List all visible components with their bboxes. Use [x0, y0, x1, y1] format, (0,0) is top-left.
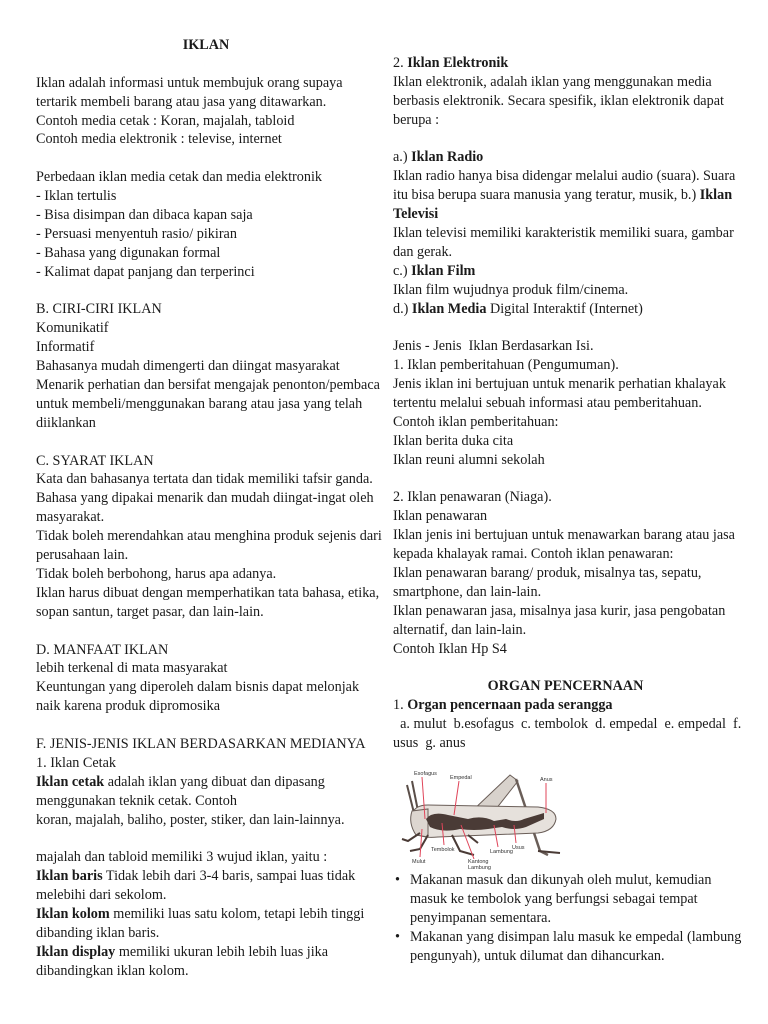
radio-line: Iklan radio hanya bisa didengar melalui audio (suara). Suara — [393, 168, 736, 185]
section-number: 1. — [393, 697, 408, 714]
list-marker: d.) — [393, 300, 412, 317]
term-iklan-display: Iklan display — [36, 943, 116, 960]
label-lambung: Lambung — [490, 848, 513, 855]
perbedaan-item: - Iklan tertulis — [36, 188, 117, 205]
grasshopper-illustration — [398, 763, 563, 871]
syarat-line: Iklan harus dibuat dengan memperhatikan tata bahasa, etika, — [36, 584, 380, 601]
bullet-icon: • — [395, 928, 400, 945]
perbedaan-item: - Bisa disimpan dan dibaca kapan saja — [36, 207, 253, 224]
display-definition-text: memiliki ukuran lebih lebih luas jika — [115, 943, 329, 960]
bullet-line: Makanan yang disimpan lalu masuk ke empedal (lambung — [410, 928, 742, 945]
syarat-line: Tidak boleh berbohong, harus apa adanya. — [36, 565, 277, 582]
elektronik-line: berbasis elektronik. Secara spesifik, iklan elektronik dapat — [393, 92, 724, 109]
label-tembolok: Tembolok — [431, 846, 455, 853]
term-televisi: Televisi — [393, 206, 439, 223]
section-heading-manfaat: D. MANFAAT IKLAN — [36, 641, 169, 658]
jenis-media-section — [36, 735, 376, 981]
jenis-isi-section — [393, 337, 738, 658]
cetak-definition — [36, 773, 376, 792]
organ-parts-line: a. mulut b.esofagus c. tembolok d. empedal e. empedal f. — [393, 716, 742, 733]
pemberitahuan-line: Iklan berita duka cita — [393, 432, 514, 449]
baris-definition-text: Tidak lebih dari 3-4 baris, sampai luas tidak — [102, 868, 356, 885]
syarat-line: perusahaan lain. — [36, 547, 129, 564]
left-column — [36, 0, 382, 981]
term-iklan-radio: Iklan Radio — [411, 149, 484, 166]
organ-title: ORGAN PENCERNAAN — [487, 678, 644, 695]
syarat-line: masyarakat. — [36, 509, 105, 526]
perbedaan-item: - Kalimat dapat panjang dan terperinci — [36, 263, 255, 280]
bullet-line: penyimpanan sementara. — [410, 909, 552, 926]
term-iklan-media: Iklan Media — [411, 300, 487, 317]
manfaat-section — [36, 641, 376, 717]
perbedaan-item: - Bahasa yang digunakan formal — [36, 244, 221, 261]
cetak-line: koran, majalah, baliho, poster, stiker, dan lain-lainnya. — [36, 811, 345, 828]
manfaat-line: lebih terkenal di mata masyarakat — [36, 660, 228, 677]
syarat-line: Tidak boleh merendahkan atau menghina produk sejenis dari — [36, 528, 382, 545]
grasshopper-digestive-diagram — [398, 763, 563, 871]
list-marker: a.) — [393, 149, 412, 166]
right-column — [393, 0, 742, 965]
radio-line-text: itu bisa berupa suara manusia yang teratur, musik, b.) — [393, 187, 700, 204]
film-heading — [393, 262, 738, 281]
ciri-line: Bahasanya mudah dimengerti dan diingat masyarakat — [36, 358, 340, 375]
section-heading-ciri: B. CIRI-CIRI IKLAN — [36, 301, 162, 318]
display-line: dibandingkan iklan kolom. — [36, 962, 189, 979]
label-esofagus: Esofagus — [414, 770, 437, 777]
syarat-line: Bahasa yang dipakai menarik dan mudah diingat-ingat oleh — [36, 490, 374, 507]
penawaran-line: Iklan penawaran — [393, 508, 488, 525]
perbedaan-section — [36, 168, 376, 281]
penawaran-line: kepada khalayak ramai. Contoh iklan penawaran: — [393, 546, 674, 563]
radio-line — [393, 186, 738, 205]
subheading-iklan-cetak: 1. Iklan Cetak — [36, 754, 116, 771]
manfaat-line: naik karena produk dipromosika — [36, 698, 220, 715]
label-mulut: Mulut — [412, 858, 426, 865]
radio-heading — [393, 148, 738, 167]
document-title: IKLAN — [182, 37, 230, 53]
ciri-line: Informatif — [36, 339, 95, 356]
bullet-icon: • — [395, 871, 400, 888]
label-anus: Anus — [540, 776, 553, 783]
section-number: 2. — [393, 55, 408, 71]
intro-line: Contoh media elektronik : televise, internet — [36, 131, 282, 148]
penawaran-title: 2. Iklan penawaran (Niaga). — [393, 489, 552, 506]
pemberitahuan-line: Contoh iklan pemberitahuan: — [393, 413, 559, 430]
elektronik-section — [393, 54, 738, 318]
term-iklan-film: Iklan Film — [411, 262, 476, 279]
section-heading-text: Iklan Elektronik — [407, 55, 509, 71]
syarat-line: sopan santun, target pasar, dan lain-lain. — [36, 603, 264, 620]
intro-paragraph — [36, 74, 376, 150]
intro-line: Iklan adalah informasi untuk membujuk orang supaya — [36, 74, 343, 91]
pemberitahuan-line: Iklan reuni alumni sekolah — [393, 451, 545, 468]
tv-line: Iklan televisi memiliki karakteristik memiliki suara, gambar — [393, 225, 734, 242]
pemberitahuan-title: 1. Iklan pemberitahuan (Pengumuman). — [393, 357, 619, 374]
list-item — [393, 871, 738, 928]
label-lambung-2: Lambung — [468, 864, 491, 871]
penawaran-line: Iklan jenis ini bertujuan untuk menawarkan barang atau jasa — [393, 527, 735, 544]
penawaran-line: alternatif, dan lain-lain. — [393, 621, 527, 638]
penawaran-line: Iklan penawaran barang/ produk, misalnya tas, sepatu, — [393, 565, 702, 582]
elektronik-line: berupa : — [393, 111, 440, 128]
label-usus: Usus — [512, 844, 525, 851]
kolom-definition — [36, 905, 376, 924]
organ-parts-line: usus g. anus — [393, 735, 466, 752]
organ-subheading-text: Organ pencernaan pada serangga — [407, 697, 613, 714]
bullet-line: Makanan masuk dan dikunyah oleh mulut, kemudian — [410, 871, 712, 888]
term-iklan-baris: Iklan baris — [36, 868, 103, 885]
label-empedal: Empedal — [450, 774, 472, 781]
penawaran-line: Iklan penawaran jasa, misalnya jasa kurir, jasa pengobatan — [393, 602, 726, 619]
cetak-line: menggunakan teknik cetak. Contoh — [36, 792, 237, 809]
media-line — [393, 300, 738, 319]
perbedaan-heading: Perbedaan iklan media cetak dan media elektronik — [36, 169, 322, 186]
term-iklan-kolom: Iklan kolom — [36, 905, 110, 922]
cetak-definition-text: adalah iklan yang dibuat dan dipasang — [104, 773, 325, 790]
tv-line: dan gerak. — [393, 243, 453, 260]
elektronik-line: Iklan elektronik, adalah iklan yang menggunakan media — [393, 73, 712, 90]
term-iklan-cetak: Iklan cetak — [36, 773, 105, 790]
bullet-line: pengunyah), untuk dilumat dan dihancurkan. — [410, 947, 665, 964]
penawaran-line: smartphone, dan lain-lain. — [393, 583, 542, 600]
digestion-steps-list — [393, 871, 742, 965]
ciri-line: diiklankan — [36, 414, 96, 431]
kolom-definition-text: memiliki luas satu kolom, tetapi lebih tinggi — [109, 905, 365, 922]
film-line: Iklan film wujudnya produk film/cinema. — [393, 281, 629, 298]
section-heading-elektronik — [393, 54, 738, 73]
perbedaan-item: - Persuasi menyentuh rasio/ pikiran — [36, 225, 237, 242]
kolom-line: dibanding iklan baris. — [36, 924, 160, 941]
section-heading-syarat: C. SYARAT IKLAN — [36, 452, 154, 469]
pemberitahuan-line: tertentu melalui sebuah informasi atau pemberitahuan. — [393, 395, 702, 412]
jenis-isi-heading: Jenis - Jenis Iklan Berdasarkan Isi. — [393, 338, 594, 355]
ciri-line: Komunikatif — [36, 320, 109, 337]
manfaat-line: Keuntungan yang diperoleh dalam bisnis dapat melonjak — [36, 679, 360, 696]
ciri-line: untuk membeli/menggunakan barang atau jasa yang telah — [36, 395, 363, 412]
ciri-line: Menarik perhatian dan bersifat mengajak penonton/pembaca — [36, 377, 380, 394]
list-item — [393, 928, 742, 966]
intro-line: Contoh media cetak : Koran, majalah, tabloid — [36, 112, 295, 129]
display-definition — [36, 943, 376, 962]
label-kantong: Kantong — [468, 858, 489, 865]
ciri-section — [36, 300, 380, 432]
list-marker: c.) — [393, 262, 412, 279]
wujud-intro: majalah dan tabloid memiliki 3 wujud iklan, yaitu : — [36, 849, 328, 866]
section-heading-jenis-media: F. JENIS-JENIS IKLAN BERDASARKAN MEDIANYA — [36, 735, 366, 752]
pemberitahuan-line: Jenis iklan ini bertujuan untuk menarik perhatian khalayak — [393, 376, 726, 393]
syarat-line: Kata dan bahasanya tertata dan tidak memiliki tafsir ganda. — [36, 471, 373, 488]
penawaran-line: Contoh Iklan Hp S4 — [393, 640, 507, 657]
tv-heading — [393, 205, 738, 224]
media-line-text: Digital Interaktif (Internet) — [486, 300, 643, 317]
baris-line: melebihi dari sekolom. — [36, 887, 167, 904]
syarat-section — [36, 452, 382, 622]
term-iklan-televisi-part: Iklan — [699, 187, 733, 204]
intro-line: tertarik membeli barang atau jasa yang ditawarkan. — [36, 93, 327, 110]
bullet-line: masuk ke tembolok yang berfungsi sebagai tempat — [410, 890, 698, 907]
organ-subheading — [393, 696, 738, 715]
organ-section — [393, 677, 742, 965]
baris-definition — [36, 867, 376, 886]
